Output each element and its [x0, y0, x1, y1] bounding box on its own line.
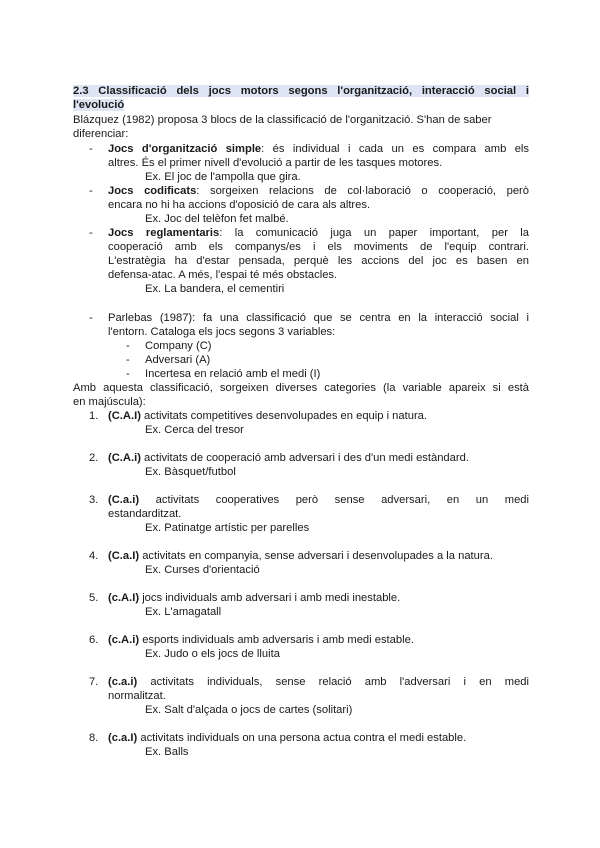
parlebas-line-1: Parlebas (1987): fa una classificació que se centra en la interacció social i: [108, 312, 529, 324]
bullet-dash: -: [89, 143, 93, 155]
variable-item: Company (C): [145, 340, 212, 352]
category-text: activitats individuals, sense relació amb l'adversari i en medi: [150, 676, 529, 688]
category-text: activitats en companyia, sense adversari i desenvolupades a la natura.: [142, 550, 493, 562]
block-3-example: Ex. La bandera, el cementiri: [145, 283, 285, 295]
block-1-term: Jocs d'organització simple: [108, 143, 262, 155]
sub-bullet-dash: -: [126, 354, 130, 366]
category-code: (C.a.I): [108, 550, 140, 562]
block-2-term: Jocs codificats: [108, 185, 197, 197]
category-text: activitats cooperatives però sense adversari, en un medi: [155, 494, 529, 506]
parlebas-line-2: l'entorn. Cataloga els jocs segons 3 variables:: [108, 326, 336, 338]
intro-line-2: diferenciar:: [73, 128, 129, 140]
category-4-line: [108, 549, 493, 563]
section-heading-text-2: l'evolució: [73, 99, 125, 111]
block-3-line-2: cooperació amb els companys/es i els moviments de l'equip contrari.: [108, 241, 529, 253]
category-3-example: Ex. Patinatge artístic per parelles: [145, 522, 310, 534]
block-3-line-4: defensa-atac. A més, l'espai té més obstacles.: [108, 269, 338, 281]
variable-item: Adversari (A): [145, 354, 211, 366]
section-heading-text-1: 2.3 Classificació dels jocs motors segons l'organització, interacció social i: [73, 85, 529, 97]
category-text: activitats individuals on una persona actua contra el medi estable.: [140, 732, 467, 744]
category-4-example: Ex. Curses d'orientació: [145, 564, 260, 576]
block-2-line-1: [108, 184, 529, 198]
list-number: 6.: [89, 634, 99, 646]
block-1-example: Ex. El joc de l'ampolla que gira.: [145, 171, 301, 183]
block-3-line-1: [108, 226, 529, 240]
category-7-cont: normalitzat.: [108, 690, 166, 702]
block-2-text-1: : sorgeixen relacions de col·laboració o cooperació, però: [196, 185, 529, 197]
bullet-dash: -: [89, 312, 93, 324]
category-2-line: [108, 451, 469, 465]
block-2-example: Ex. Joc del telèfon fet malbé.: [145, 213, 289, 225]
category-2-example: Ex. Bàsquet/futbol: [145, 466, 236, 478]
category-8-example: Ex. Balls: [145, 746, 189, 758]
category-text: jocs individuals amb adversari i amb medi inestable.: [142, 592, 401, 604]
list-number: 1.: [89, 410, 99, 422]
block-3-term: Jocs reglamentaris: [108, 227, 220, 239]
category-text: activitats de cooperació amb adversari i des d'un medi estàndard.: [144, 452, 469, 464]
category-3-cont: estandarditzat.: [108, 508, 182, 520]
category-code: (C.A.I): [108, 410, 141, 422]
category-7-example: Ex. Salt d'alçada o jocs de cartes (solitari): [145, 704, 353, 716]
list-number: 5.: [89, 592, 99, 604]
section-heading-line-1: [73, 84, 529, 98]
bullet-dash: -: [89, 227, 93, 239]
section-heading-line-2: [73, 98, 124, 112]
block-3-text-1: : la comunicació juga un paper important, per la: [219, 227, 529, 239]
categories-intro-line-2: en majúscula):: [73, 396, 146, 408]
block-2-line-2: encara no hi ha accions d'oposició de cara als altres.: [108, 199, 371, 211]
category-text: esports individuals amb adversaris i amb medi estable.: [142, 634, 414, 646]
category-text: activitats competitives desenvolupades en equip i natura.: [144, 410, 428, 422]
category-code: (c.a.I): [108, 732, 138, 744]
category-6-example: Ex. Judo o els jocs de lluita: [145, 648, 280, 660]
category-7-line: [108, 675, 529, 689]
category-code: (c.A.i): [108, 634, 140, 646]
category-code: (C.A.i): [108, 452, 141, 464]
category-5-line: [108, 591, 400, 605]
list-number: 8.: [89, 732, 99, 744]
sub-bullet-dash: -: [126, 340, 130, 352]
list-number: 7.: [89, 676, 99, 688]
sub-bullet-dash: -: [126, 368, 130, 380]
category-code: (c.A.I): [108, 592, 140, 604]
category-1-line: [108, 409, 427, 423]
list-number: 4.: [89, 550, 99, 562]
bullet-dash: -: [89, 185, 93, 197]
block-1-line-2: altres. És el primer nivell d'evolució a partir de les tasques motores.: [108, 157, 443, 169]
category-3-line: [108, 493, 529, 507]
list-number: 3.: [89, 494, 99, 506]
category-5-example: Ex. L'amagatall: [145, 606, 222, 618]
category-code: (C.a.i): [108, 494, 140, 506]
block-1-text-1: : és individual i cada un es compara amb els: [261, 143, 530, 155]
intro-line-1: Blázquez (1982) proposa 3 blocs de la classificació de l'organització. S'han de saber: [73, 114, 492, 126]
categories-intro-line-1: Amb aquesta classificació, sorgeixen diverses categories (la variable apareix si està: [73, 382, 529, 394]
block-3-line-3: L'estratègia ha d'estar pensada, perquè les accions del joc es basen en: [108, 255, 529, 267]
category-8-line: [108, 731, 466, 745]
category-6-line: [108, 633, 414, 647]
block-1-line-1: [108, 142, 529, 156]
list-number: 2.: [89, 452, 99, 464]
variable-item: Incertesa en relació amb el medi (I): [145, 368, 321, 380]
category-1-example: Ex. Cerca del tresor: [145, 424, 244, 436]
category-code: (c.a.i): [108, 676, 138, 688]
